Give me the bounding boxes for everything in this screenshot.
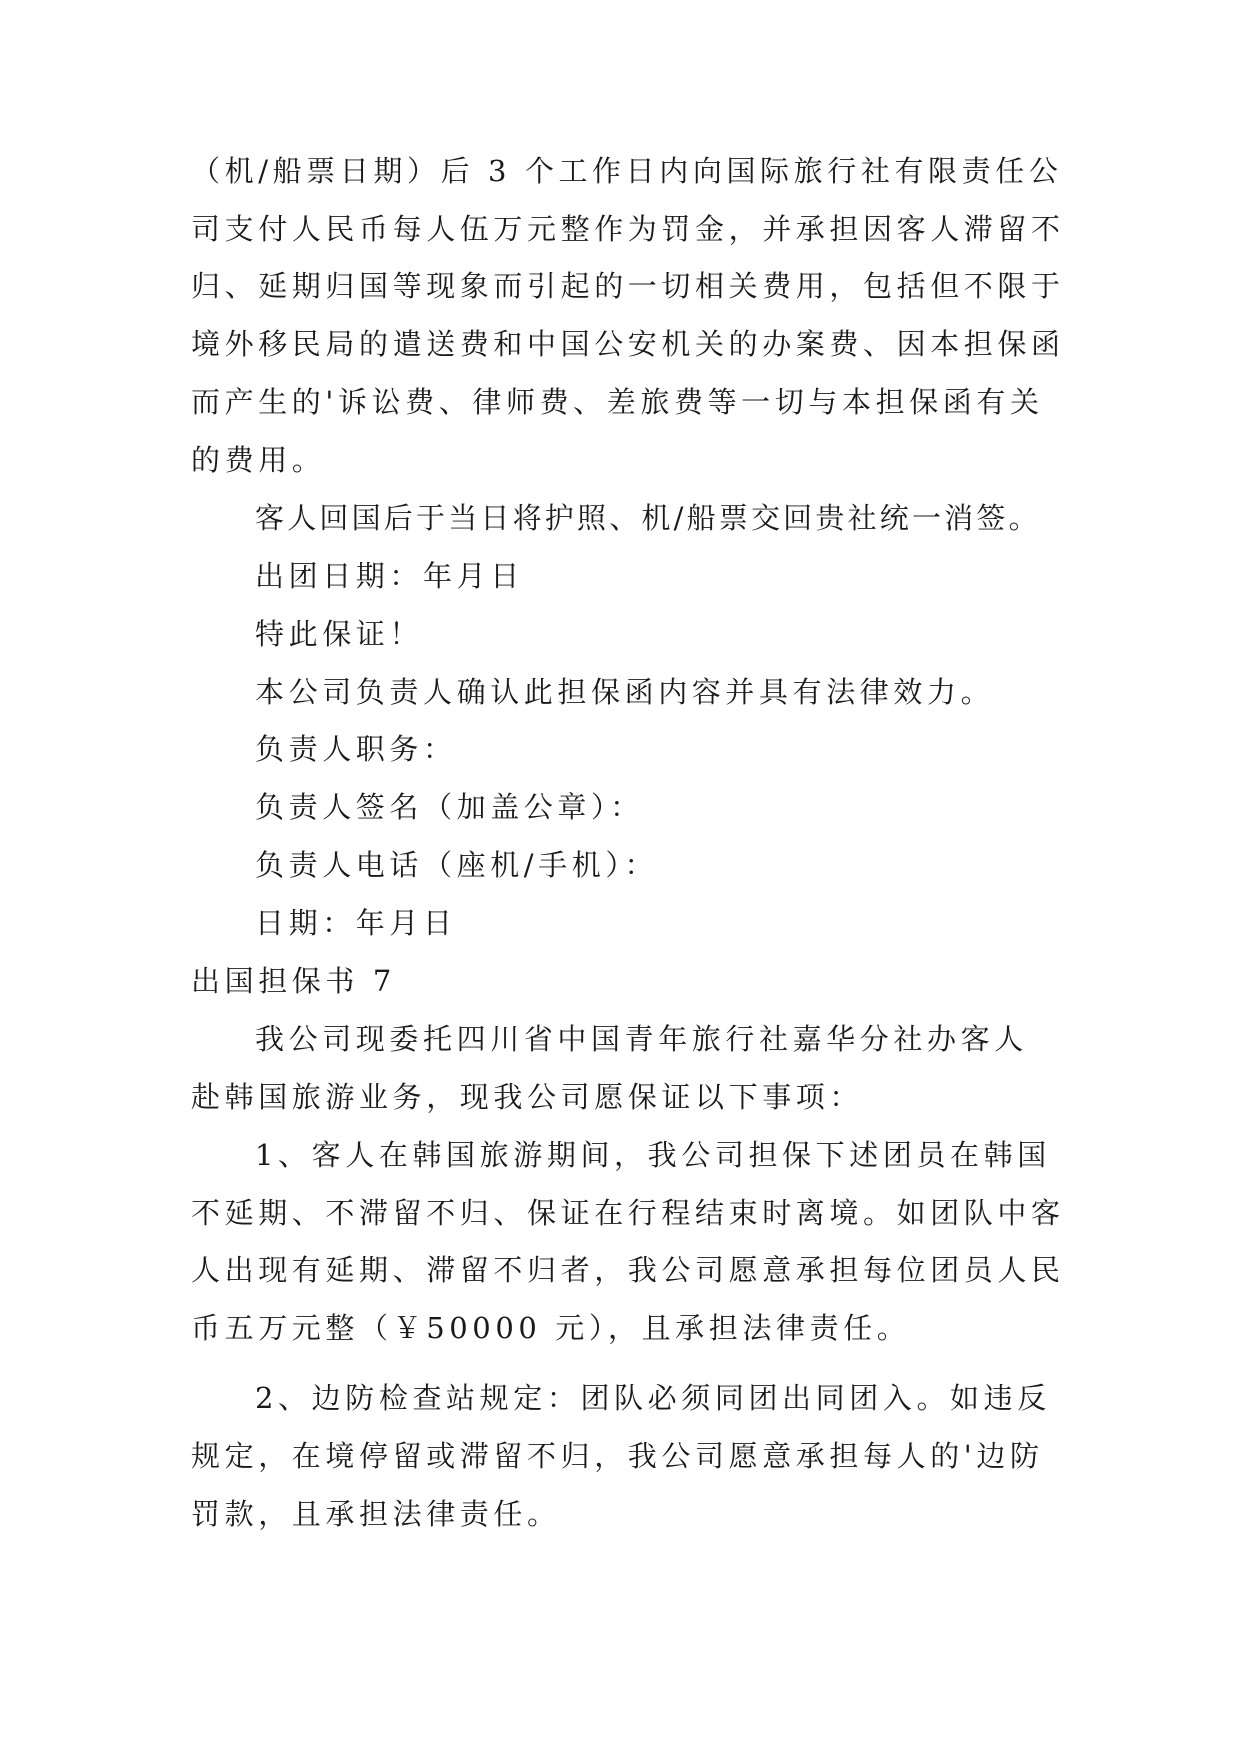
paragraph-line: 1、客人在韩国旅游期间，我公司担保下述团员在韩国 [255, 1138, 1051, 1172]
paragraph-line: 而产生的'诉讼费、律师费、差旅费等一切与本担保函有关 [191, 385, 1044, 419]
paragraph-line: 的费用。 [191, 443, 326, 477]
manager-phone-field: 负责人电话（座机/手机）： [255, 848, 659, 882]
paragraph-line: 人出现有延期、滞留不归者，我公司愿意承担每位团员人民 [191, 1253, 1065, 1287]
paragraph-line: 规定，在境停留或滞留不归，我公司愿意承担每人的'边防 [191, 1439, 1044, 1473]
paragraph-line: 币五万元整（￥50000 元），且承担法律责任。 [191, 1311, 911, 1345]
paragraph-line: 客人回国后于当日将护照、机/船票交回贵社统一消签。 [255, 501, 1041, 535]
section-heading: 出国担保书 7 [191, 964, 396, 998]
date-field: 日期：年月日 [255, 906, 457, 940]
departure-date-line: 出团日期：年月日 [255, 559, 524, 593]
paragraph-line: （机/船票日期）后 3 个工作日内向国际旅行社有限责任公 [191, 154, 1063, 188]
paragraph-line: 罚款，且承担法律责任。 [191, 1497, 561, 1531]
paragraph-line: 赴韩国旅游业务，现我公司愿保证以下事项： [191, 1080, 864, 1114]
paragraph-line: 司支付人民币每人伍万元整作为罚金，并承担因客人滞留不 [191, 212, 1065, 246]
paragraph-line: 2、边防检查站规定：团队必须同团出同团入。如违反 [255, 1381, 1051, 1415]
guarantee-statement: 特此保证！ [255, 617, 424, 651]
manager-title-field: 负责人职务： [255, 732, 457, 766]
paragraph-line: 我公司现委托四川省中国青年旅行社嘉华分社办客人 [255, 1022, 1028, 1056]
paragraph-line: 本公司负责人确认此担保函内容并具有法律效力。 [255, 675, 995, 709]
paragraph-line: 境外移民局的遣送费和中国公安机关的办案费、因本担保函 [191, 327, 1065, 361]
manager-signature-field: 负责人签名（加盖公章）： [255, 790, 644, 824]
paragraph-line: 不延期、不滞留不归、保证在行程结束时离境。如团队中客 [191, 1196, 1065, 1230]
paragraph-line: 归、延期归国等现象而引起的一切相关费用，包括但不限于 [191, 269, 1065, 303]
